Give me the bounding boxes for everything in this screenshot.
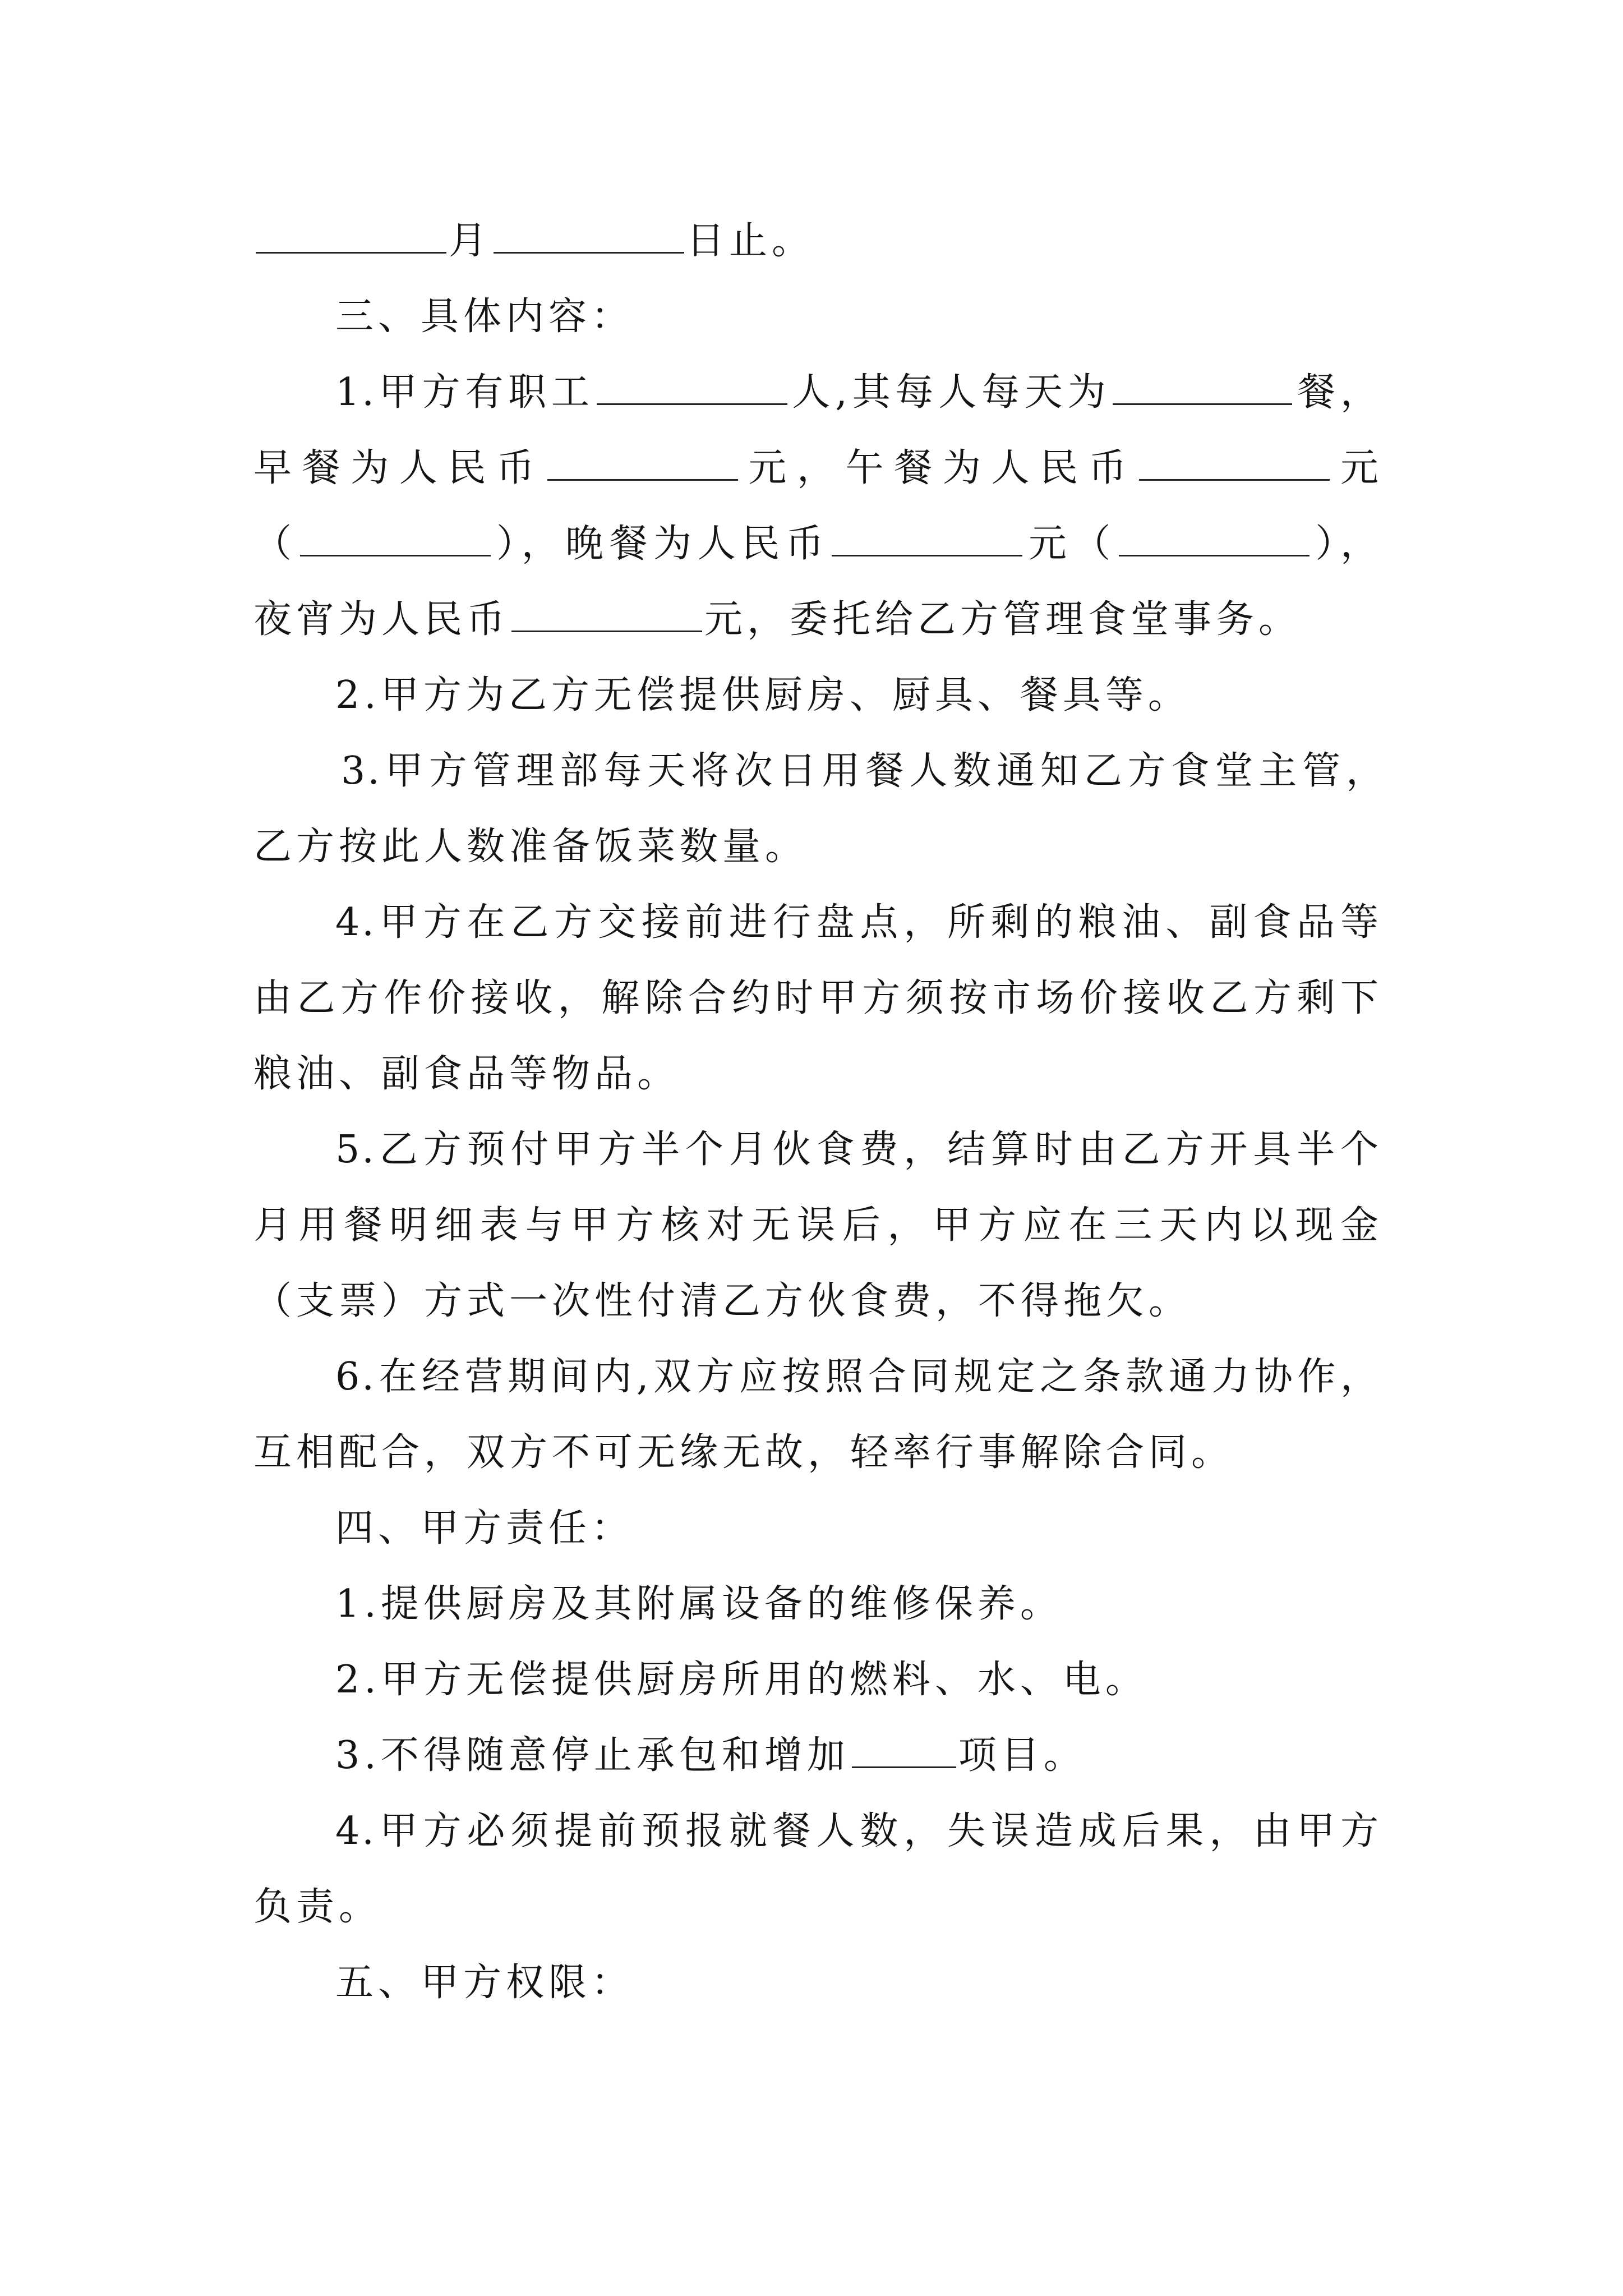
blank-field[interactable]: [597, 370, 787, 405]
blank-field[interactable]: [832, 521, 1022, 556]
paragraph-line: [253, 516, 1381, 572]
paragraph-line: [253, 440, 1381, 496]
blank-field[interactable]: [494, 218, 684, 254]
paragraph-line: 由乙方作价接收，解除合约时甲方须按市场价接收乙方剩下: [253, 976, 1381, 1020]
paragraph-line: 2.甲方无偿提供厨房所用的燃料、水、电。: [335, 1658, 1148, 1702]
text: 早餐为人民币: [253, 446, 545, 490]
paragraph-line: 2.甲方为乙方无偿提供厨房、厨具、餐具等。: [335, 673, 1191, 717]
blank-field[interactable]: [300, 521, 491, 556]
text: 日止。: [686, 219, 815, 263]
paragraph-line: 5.乙方预付甲方半个月伙食费，结算时由乙方开具半个: [335, 1128, 1381, 1172]
paragraph-line: [335, 365, 1381, 421]
paragraph-line: 乙方按此人数准备饭菜数量。: [253, 825, 808, 869]
blank-field[interactable]: [852, 1733, 956, 1768]
blank-field[interactable]: [256, 218, 446, 254]
text: 餐，: [1294, 370, 1381, 415]
blank-field[interactable]: [1139, 445, 1330, 481]
text: 元，委托给乙方管理食堂事务。: [704, 597, 1302, 642]
paragraph-line: 4.甲方必须提前预报就餐人数，失误造成后果，由甲方: [335, 1809, 1381, 1853]
paragraph-line: 负责。: [253, 1885, 382, 1929]
text: 元: [1332, 446, 1381, 490]
paragraph-line: 月用餐明细表与甲方核对无误后，甲方应在三天内以现金: [253, 1203, 1381, 1248]
paragraph-line: 互相配合，双方不可无缘无故，轻率行事解除合同。: [253, 1430, 1234, 1475]
text: ），晚餐为人民币: [492, 522, 830, 566]
text: 项目。: [958, 1733, 1086, 1778]
text: 人,其每人每天为: [789, 370, 1111, 415]
section-heading: 三、具体内容：: [335, 295, 634, 339]
paragraph-line: 3.甲方管理部每天将次日用餐人数通知乙方食堂主管，: [341, 749, 1386, 793]
paragraph-line: 粮油、副食品等物品。: [253, 1052, 680, 1096]
blank-field[interactable]: [511, 597, 702, 632]
paragraph-line: 4.甲方在乙方交接前进行盘点，所剩的粮油、副食品等: [335, 900, 1381, 945]
text: 夜宵为人民币: [253, 597, 510, 642]
blank-field[interactable]: [547, 445, 738, 481]
date-end-line: [253, 213, 814, 269]
paragraph-line: [253, 592, 1301, 648]
text: ），: [1311, 522, 1381, 566]
paragraph-line: [335, 1728, 1086, 1784]
text: （: [253, 522, 298, 566]
section-heading: 四、甲方责任：: [335, 1506, 634, 1550]
text: 元，午餐为人民币: [740, 446, 1137, 490]
paragraph-line: （支票）方式一次性付清乙方伙食费，不得拖欠。: [253, 1279, 1192, 1323]
blank-field[interactable]: [1113, 370, 1292, 405]
blank-field[interactable]: [1119, 521, 1310, 556]
text: 1.甲方有职工: [335, 370, 594, 415]
text: 月: [449, 219, 492, 263]
section-heading: 五、甲方权限：: [335, 1961, 634, 2005]
text: 3.不得随意停止承包和增加: [335, 1733, 850, 1778]
paragraph-line: 6.在经营期间内,双方应按照合同规定之条款通力协作，: [335, 1355, 1381, 1399]
paragraph-line: 1.提供厨房及其附属设备的维修保养。: [335, 1582, 1063, 1626]
text: 元（: [1025, 522, 1117, 566]
